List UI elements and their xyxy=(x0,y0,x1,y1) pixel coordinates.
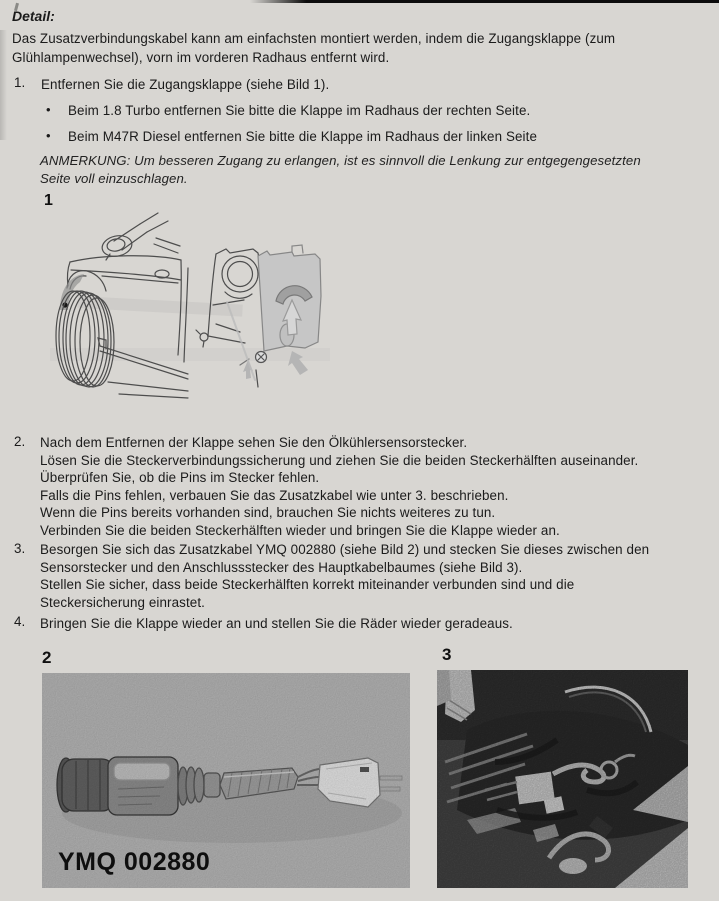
lamp-housing-outline xyxy=(196,249,260,347)
step2-line: Wenn die Pins bereits vorhanden sind, brauchen Sie nichts weiteres zu tun. xyxy=(40,505,496,520)
step3-line: Besorgen Sie sich das Zusatzkabel YMQ 002880 (siehe Bild 2) und stecken Sie dieses zwischen den xyxy=(40,542,650,557)
figure3-label: 3 xyxy=(442,645,452,664)
step4-text: Bringen Sie die Klappe wieder an und stellen Sie die Räder wieder geradeaus. xyxy=(40,616,513,631)
step1-text: Entfernen Sie die Zugangsklappe (siehe Bild 1). xyxy=(41,77,330,92)
step2-line: Lösen Sie die Steckerverbindungssicherung und ziehen Sie die beiden Steckerhälften auseinander. xyxy=(40,452,639,468)
figure2-label: 2 xyxy=(42,648,52,667)
scan-edge-smudge xyxy=(0,30,7,140)
part-number-caption: YMQ 002880 xyxy=(58,848,211,876)
engine-bay-photo-art xyxy=(437,670,688,888)
bullet-icon: • xyxy=(46,128,51,143)
step1-bullet-diesel: Beim M47R Diesel entfernen Sie bitte die Klappe im Radhaus der linken Seite xyxy=(68,129,537,144)
step3-number: 3. xyxy=(14,541,26,556)
step2-number: 2. xyxy=(14,434,26,449)
step1-number: 1. xyxy=(14,75,26,90)
step1-bullet-turbo: Beim 1.8 Turbo entfernen Sie bitte die Klappe im Radhaus der rechten Seite. xyxy=(68,103,531,118)
access-flap-panel xyxy=(258,245,321,351)
figure1-label: 1 xyxy=(44,192,53,209)
scan-edge-line xyxy=(250,0,719,3)
step3-line: Stellen Sie sicher, dass beide Steckerhälften korrekt miteinander verbunden sind und die xyxy=(40,577,575,592)
figure1-drawing xyxy=(40,210,340,410)
intro-line: Das Zusatzverbindungskabel kann am einfachsten montiert werden, indem die Zugangsklappe (zum xyxy=(12,31,616,46)
step2-line: Verbinden Sie die beiden Steckerhälften wieder und bringen Sie die Klappe wieder an. xyxy=(40,522,560,538)
step2-text xyxy=(40,434,638,539)
step3-line: Steckersicherung einrastet. xyxy=(40,594,205,610)
page-title: Detail: xyxy=(12,8,55,24)
figure3-engine-bay-photo xyxy=(437,670,688,888)
intro-paragraph xyxy=(12,29,615,67)
figure2-cable-photo xyxy=(42,673,410,888)
note-line: Seite voll einzuschlagen. xyxy=(40,171,188,186)
note-line: ANMERKUNG: Um besseren Zugang zu erlangen, ist es sinnvoll die Lenkung zur entgegengesetzten xyxy=(40,153,641,168)
note-anmerkung xyxy=(40,152,641,188)
step2-line: Falls die Pins fehlen, verbauen Sie das Zusatzkabel wie unter 3. beschrieben. xyxy=(40,487,509,503)
bullet-icon: • xyxy=(46,102,51,117)
step2-line: Überprüfen Sie, ob die Pins im Stecker fehlen. xyxy=(40,470,320,485)
step2-line: Nach dem Entfernen der Klappe sehen Sie den Ölkühlersensorstecker. xyxy=(40,435,468,450)
step3-line: Sensorstecker und den Anschlussstecker des Hauptkabelbaumes (siehe Bild 3). xyxy=(40,559,523,575)
car-access-flap-line-drawing xyxy=(40,210,340,410)
step4-number: 4. xyxy=(14,614,26,629)
step3-text xyxy=(40,541,649,611)
intro-line: Glühlampenwechsel), vorn im vorderen Radhaus entfernt wird. xyxy=(12,50,390,65)
